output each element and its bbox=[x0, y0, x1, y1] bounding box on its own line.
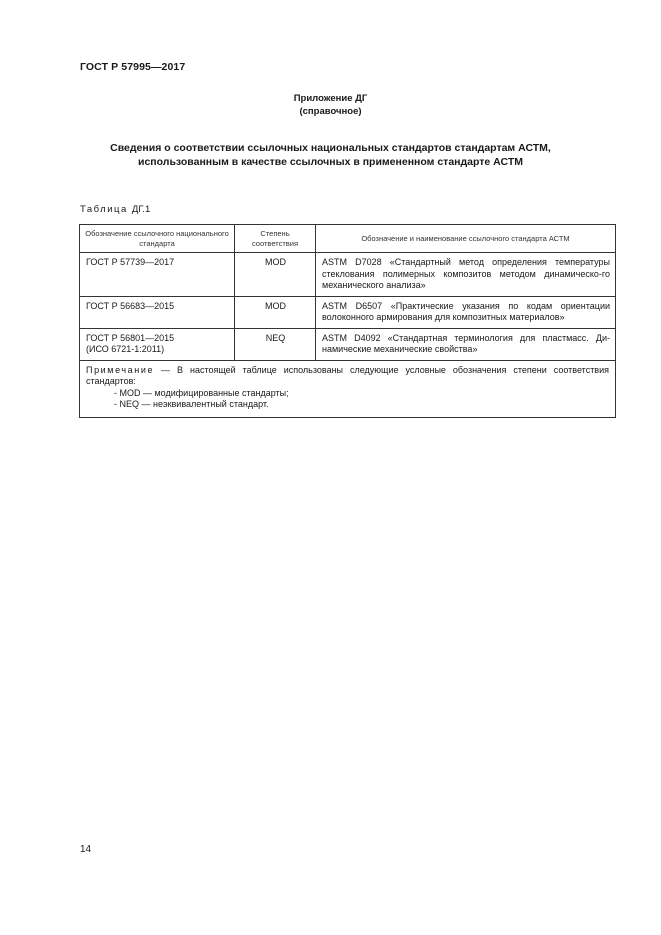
degree-cell: MOD bbox=[235, 296, 316, 328]
note-text bbox=[86, 365, 609, 388]
note-item-mod: - MOD — модифицированные стандарты; bbox=[114, 387, 289, 398]
national-standard-equivalent: (ИСО 6721-1:2011) bbox=[86, 344, 165, 354]
astm-standard-cell: ASTM D7028 «Стандартный метод определения температуры стеклования полимерных композитов методом динамическо-го механического анализа» bbox=[316, 253, 616, 297]
degree-cell: MOD bbox=[235, 253, 316, 297]
header-astm-standard: Обозначение и наименование ссылочного стандарта АСТМ bbox=[316, 225, 616, 253]
national-standard-code: ГОСТ Р 56683—2015 bbox=[86, 300, 175, 311]
note-label: Примечание bbox=[86, 364, 155, 375]
national-standard-cell bbox=[80, 328, 235, 360]
appendix-subtitle: (справочное) bbox=[299, 106, 362, 117]
astm-standard-cell: ASTM D4092 «Стандартная терминология для пластмасс. Ди-намические механические свойства» bbox=[316, 328, 616, 360]
table-row bbox=[80, 253, 616, 297]
table-row bbox=[80, 328, 616, 360]
national-standard-cell bbox=[80, 296, 235, 328]
national-standard-code: ГОСТ Р 57739—2017 bbox=[86, 257, 175, 267]
table-note-row bbox=[80, 360, 616, 417]
standard-code: ГОСТ Р 57995—2017 bbox=[80, 61, 186, 73]
section-heading-line-2: использованным в качестве ссылочных в примененном стандарте АСТМ bbox=[138, 156, 523, 168]
note-item-neq: - NEQ — неэквивалентный стандарт. bbox=[114, 399, 269, 409]
degree-cell: NEQ bbox=[235, 328, 316, 360]
table-row bbox=[80, 296, 616, 328]
table-note bbox=[80, 360, 616, 417]
appendix-title-block bbox=[0, 92, 661, 118]
note-body: — В настоящей таблице использованы следующие условные обозначения степени соответствия стандартов: bbox=[86, 364, 609, 386]
appendix-title: Приложение ДГ bbox=[293, 93, 368, 104]
section-heading bbox=[60, 141, 601, 169]
national-standard-cell bbox=[80, 253, 235, 297]
page-number: 14 bbox=[80, 844, 92, 855]
header-degree: Степень соответствия bbox=[235, 225, 316, 253]
section-heading-line-1: Сведения о соответствии ссылочных национальных стандартов стандартам АСТМ, bbox=[110, 142, 551, 154]
astm-standard-cell: ASTM D6507 «Практические указания по кодам ориентации волоконного армирования для композитных материалов» bbox=[316, 296, 616, 328]
standards-table bbox=[79, 224, 616, 418]
national-standard-code: ГОСТ Р 56801—2015 bbox=[86, 332, 175, 343]
table-caption bbox=[80, 204, 150, 215]
table-header-row bbox=[80, 225, 616, 253]
header-national-standard: Обозначение ссылочного национального стандарта bbox=[80, 225, 235, 253]
table-caption-number: ДГ.1 bbox=[131, 204, 151, 215]
table-caption-word: Таблица bbox=[80, 204, 128, 215]
